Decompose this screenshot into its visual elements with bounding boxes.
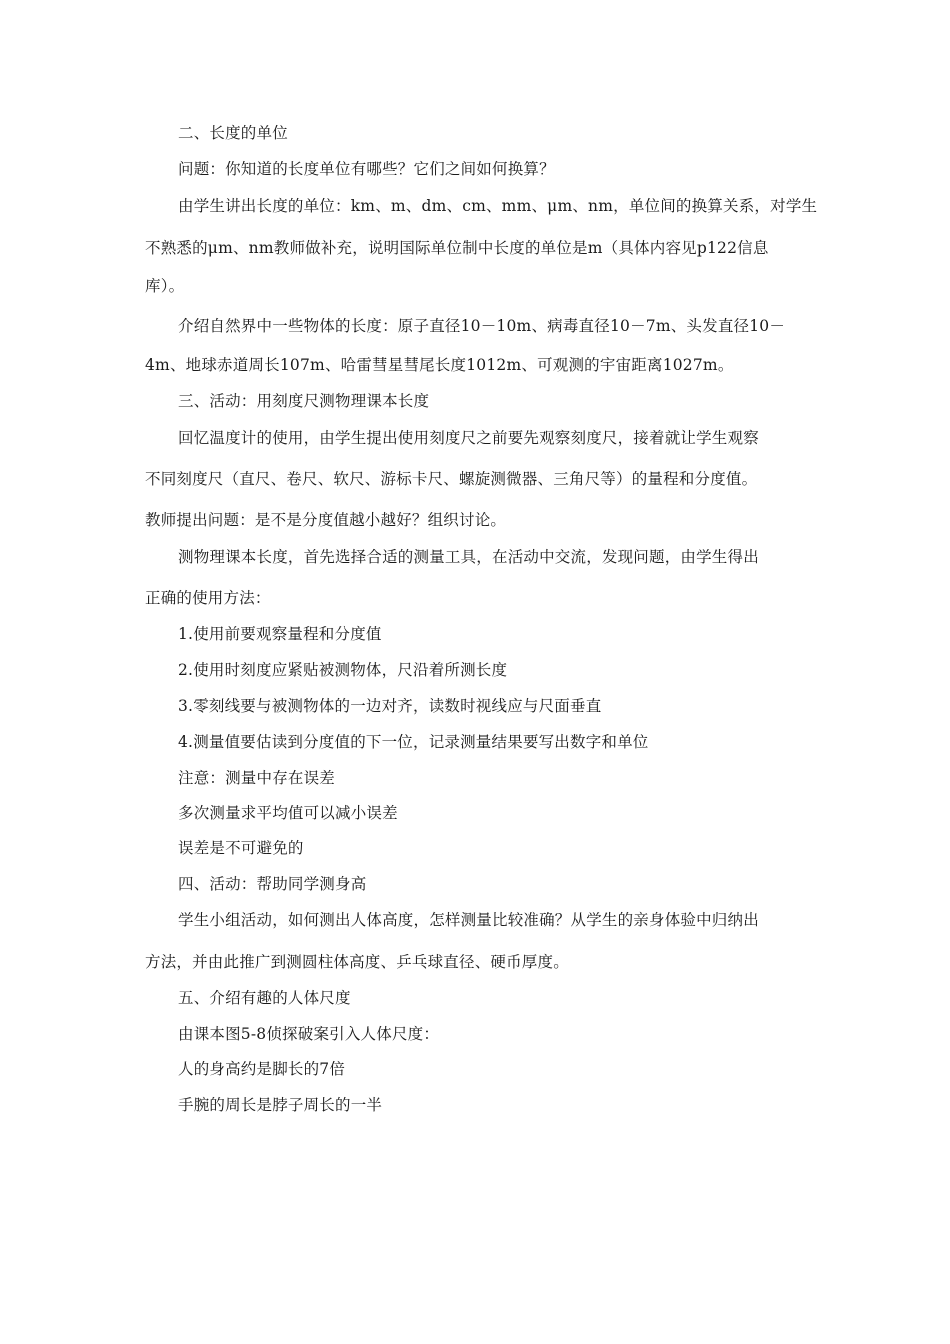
list-item-1: 1.使用前要观察量程和分度值 [178, 625, 382, 643]
note-unavoidable: 误差是不可避免的 [178, 839, 304, 857]
list-item-3: 3.零刻线要与被测物体的一边对齐，读数时视线应与尺面垂直 [178, 697, 602, 715]
section-heading-ruler-activity: 三、活动：用刻度尺测物理课本长度 [178, 392, 430, 410]
question-paragraph: 问题：你知道的长度单位有哪些？它们之间如何换算？ [178, 160, 555, 178]
section-heading-height-activity: 四、活动：帮助同学测身高 [178, 875, 367, 893]
ruler-paragraph-line-2: 不同刻度尺（直尺、卷尺、软尺、游标卡尺、螺旋测微器、三角尺等）的量程和分度值。 [145, 470, 758, 488]
list-item-4: 4.测量值要估读到分度值的下一位，记录测量结果要写出数字和单位 [178, 733, 649, 751]
units-paragraph-line-1: 由学生讲出长度的单位：km、m、dm、cm、mm、μm、nm，单位间的换算关系，对学生 [178, 197, 818, 215]
height-paragraph-line-2: 方法，并由此推广到测圆柱体高度、乒乓球直径、硬币厚度。 [145, 953, 569, 971]
height-paragraph-line-1: 学生小组活动，如何测出人体高度，怎样测量比较准确？从学生的亲身体验中归纳出 [178, 911, 759, 929]
teacher-question: 教师提出问题：是不是分度值越小越好？组织讨论。 [145, 511, 507, 529]
nature-lengths-line-1: 介绍自然界中一些物体的长度：原子直径10－10m、病毒直径10－7m、头发直径10－ [178, 317, 786, 335]
note-error: 注意：测量中存在误差 [178, 769, 336, 787]
units-paragraph-line-3: 库）。 [145, 277, 185, 295]
nature-lengths-line-2: 4m、地球赤道周长107m、哈雷彗星彗尾长度1012m、可观测的宇宙距离1027m。 [145, 356, 734, 374]
body-scale-fact-2: 手腕的周长是脖子周长的一半 [178, 1096, 383, 1114]
body-scale-intro: 由课本图5-8侦探破案引入人体尺度： [178, 1025, 440, 1043]
section-heading-body-scale: 五、介绍有趣的人体尺度 [178, 989, 351, 1007]
note-average: 多次测量求平均值可以减小误差 [178, 804, 398, 822]
units-paragraph-line-2: 不熟悉的μm、nm教师做补充，说明国际单位制中长度的单位是m（具体内容见p122信息 [145, 239, 769, 257]
measure-paragraph-line-2: 正确的使用方法： [145, 589, 271, 607]
body-scale-fact-1: 人的身高约是脚长的7倍 [178, 1060, 346, 1078]
ruler-paragraph-line-1: 回忆温度计的使用，由学生提出使用刻度尺之前要先观察刻度尺，接着就让学生观察 [178, 429, 759, 447]
list-item-2: 2.使用时刻度应紧贴被测物体，尺沿着所测长度 [178, 661, 508, 679]
measure-paragraph-line-1: 测物理课本长度，首先选择合适的测量工具，在活动中交流，发现问题，由学生得出 [178, 548, 759, 566]
section-heading-length-units: 二、长度的单位 [178, 124, 288, 142]
